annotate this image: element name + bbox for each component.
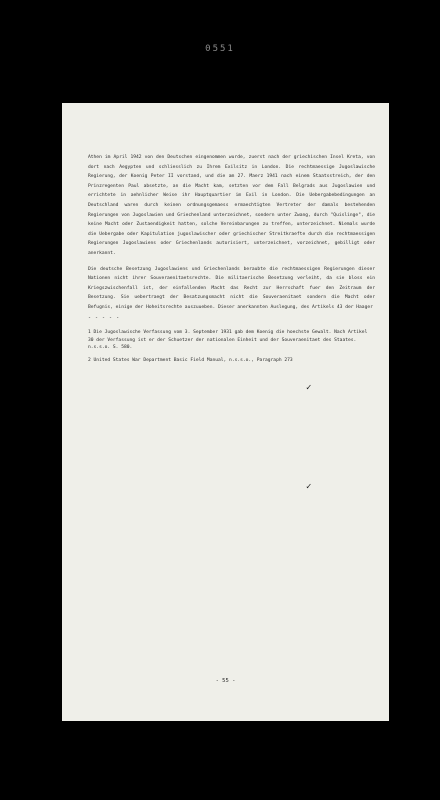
footnote-1: 1 Die Jugoslawische Verfassung vom 3. September 1931 gab dem Koenig die hoechste Gewalt. Nach Artikel 30 der Verfassung ist er der Schuetzer der nationalen Einheit und der Souveraenitaet des Staates. n.s.s.o. S. 580. (88, 330, 368, 350)
document-page (62, 103, 389, 721)
frame-number: 0551 (205, 44, 235, 54)
footnote-rule: - - - - - (88, 314, 120, 321)
page-number: - 55 - (215, 678, 236, 684)
body-paragraph-2: Die deutsche Besetzung Jugoslawiens und Griechenlands beraubte die rechtmaessigen Regierungen dieser Nationen nicht ihrer Souveraenitaetsrechte. Die militaerische Besetzung verleiht, da sie bloss ein Kriegszwischenfall ist, der einfallenden Macht das Recht zur Herrschaft fuer den Zeitraum der Besetzung. Sie uebertraegt der Besatzungsmacht nicht die Souveraenitaet sondern die Macht oder Befugnis, einige der Hoheitsrechte auszuueben. Dieser anerkannten Auslegung, des Artikels 43 der Haager (88, 266, 375, 310)
margin-checkmark-icon: ✓ (306, 383, 312, 393)
body-paragraph-1: Athen im April 1942 von den Deutschen eingenommen wurde, zuerst nach der griechischen Insel Kreta, von dort nach Aegypten und schliesslich zu Ihrem Exilsitz in London. Die rechtmaessige Jugoslawische Regierung, der Koenig Peter II vorstand, und die am 27. Maerz 1941 nach einem Staatsstreich, der den Prinzregenten Paul absetzte, an die Macht kam, setzten vor dem Fall Belgrads aus Jugoslawien und errichtete in aehnlicher Weise ihr Hauptquartier im Exil in London. Die Uebergabebedingungen an Deutschland waren durch keinen ordnungsgemaess ermaechtigten Vertreter der damals bestehenden Regierungen von Jugoslawien und Griechenland unterzeichnet, sondern unter Zwang, durch "Quislinge", die keine Macht oder Zustaendigkeit hatten, solche Vereinbarungen zu treffen, unterzeichnet. Niemals wurde die Uebergabe oder Kapitulation jugoslawischer oder griechischer Streitkraefte durch die rechtmaessigen Regierungen Jugoslawiens oder Griechenlands autorisiert, unterzeichnet, vorzeichnet, gebilligt oder anerkannt. (88, 155, 375, 256)
margin-checkmark-icon: ✓ (306, 482, 312, 492)
footnote-2: 2 United States War Department Basic Field Manual, n.s.s.o., Paragraph 273 (88, 358, 293, 364)
